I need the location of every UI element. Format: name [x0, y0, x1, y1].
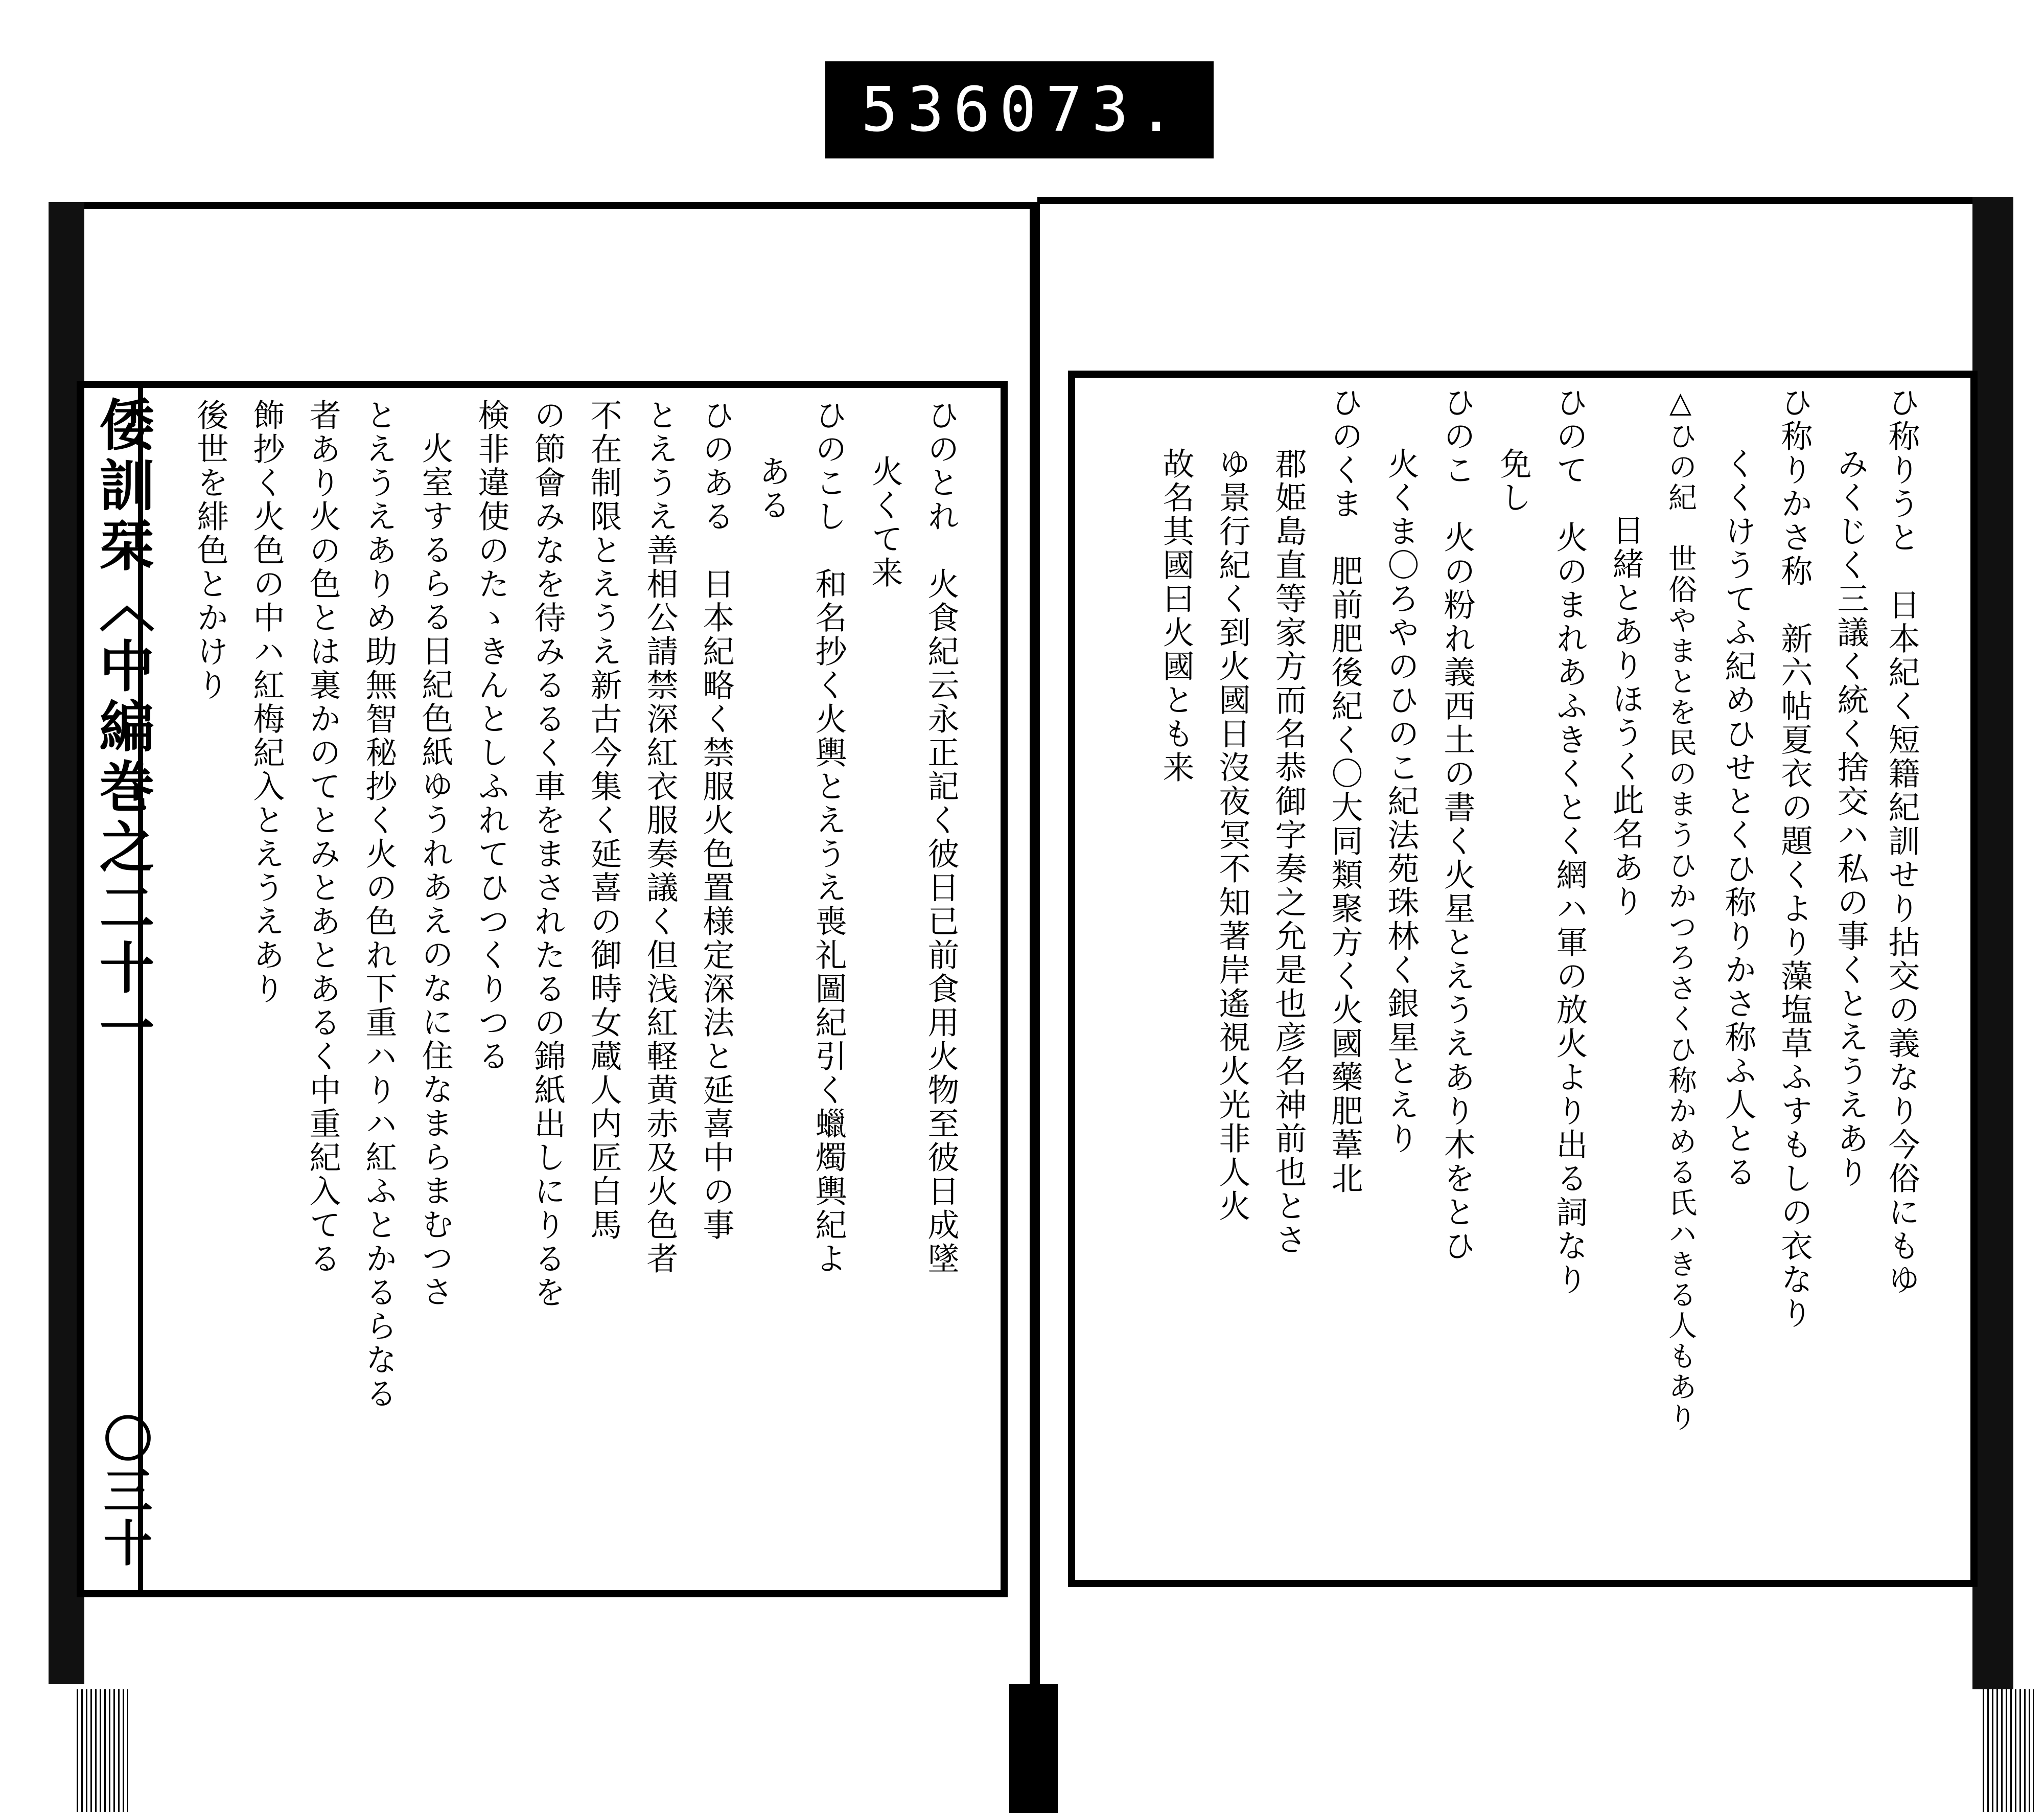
page-edges-right — [1983, 1689, 2034, 1812]
text-column: の節會みなを待みるるく車をまされたるの錦紙出しにりるを — [529, 399, 566, 1310]
text-column: ゆ景行紀く到火國日沒夜冥不知著岸遙視火光非人火 — [1214, 447, 1251, 1223]
text-column: 郡姫島直等家方而名恭御字奏之允是也彦名神前也とさ — [1270, 447, 1307, 1257]
text-column: とえうえありめ助無智秘抄く火の色れ下重ハりハ紅ふとかるらなる — [360, 399, 398, 1411]
catalog-label — [825, 61, 1214, 158]
page-number: 〇三十 — [96, 1413, 153, 1570]
text-column: 故名其國曰火國とも来 — [1157, 447, 1195, 785]
text-column: 飾抄く火色の中ハ紅梅紀入とえうえあり — [248, 399, 285, 1006]
book-title: 倭訓栞〈中編巻之二十一 — [90, 396, 154, 1060]
text-column: ひ称りかさ称 新六帖夏衣の題くより藻塩草ふすもしの衣なり — [1776, 386, 1813, 1330]
text-column: 火くま〇ろやのひのこ紀法苑珠林く銀星とえり — [1382, 447, 1420, 1156]
text-column: 不在制限とえうえ新古今集く延喜の御時女蔵人内匠白馬 — [585, 399, 622, 1242]
text-column: ひ称りうと 日本紀く短籍紀訓せり拈交の義なり今俗にもゆ — [1883, 386, 1920, 1297]
catalog-number-left: 536 — [861, 74, 1000, 146]
text-column: 検非違使のたゝきんとしふれてひつくりつる — [473, 399, 510, 1073]
text-column: 日緒とありほうく此名あり — [1607, 514, 1644, 919]
text-column: ひのとれ 火食紀云永正記く彼日已前食用火物至彼日成墜 — [922, 399, 960, 1276]
text-column: 者あり火の色とは裏かのてとみとあとあるく中重紀入てる — [304, 399, 341, 1276]
catalog-number-right: 073. — [999, 74, 1184, 146]
text-column: 火くて来 — [866, 455, 903, 590]
text-column: ひのある 日本紀略く禁服火色置様定深法と延喜中の事 — [698, 399, 735, 1242]
page-edges-left — [77, 1689, 128, 1812]
open-book — [0, 181, 2044, 1813]
text-column: 免し — [1495, 447, 1532, 515]
text-column: ひのくま 肥前肥後紀く〇大同類聚方く火國藥肥葦北 — [1326, 386, 1363, 1196]
text-column: ある — [754, 455, 791, 522]
text-column: とえうえ善相公請禁深紅衣服奏議く但浅紅軽黄赤及火色者 — [641, 399, 679, 1276]
text-column: 後世を緋色とかけり — [192, 399, 229, 702]
text-column: ひのこし 和名抄く火輿とえうえ喪礼圖紀引く蠟燭輿紀よ — [810, 399, 847, 1276]
right-cover-edge — [1972, 197, 2013, 1689]
book-gutter — [1030, 202, 1040, 1710]
gutter-shadow — [1009, 1684, 1058, 1813]
text-column: ひのこ 火の粉れ義西土の書く火星とえうえあり木をとひ — [1438, 386, 1476, 1263]
text-column: △ひの紀 世俗やまとを民のまうひかつろさくひ称かめる氏ハきる人もあり — [1664, 386, 1697, 1433]
text-column: ひのて 火のまれあふきくとく網ハ軍の放火より出る詞なり — [1551, 386, 1588, 1297]
text-column: 火室するらる日紀色紙ゆうれあえのなに住なまらまむつさ — [416, 432, 454, 1309]
text-column: みくじく三議く統く捨交ハ私の事くとえうえあり — [1832, 447, 1869, 1189]
text-column: くくけうてふ紀めひせとくひ称りかさ称ふ人とる — [1720, 447, 1757, 1189]
